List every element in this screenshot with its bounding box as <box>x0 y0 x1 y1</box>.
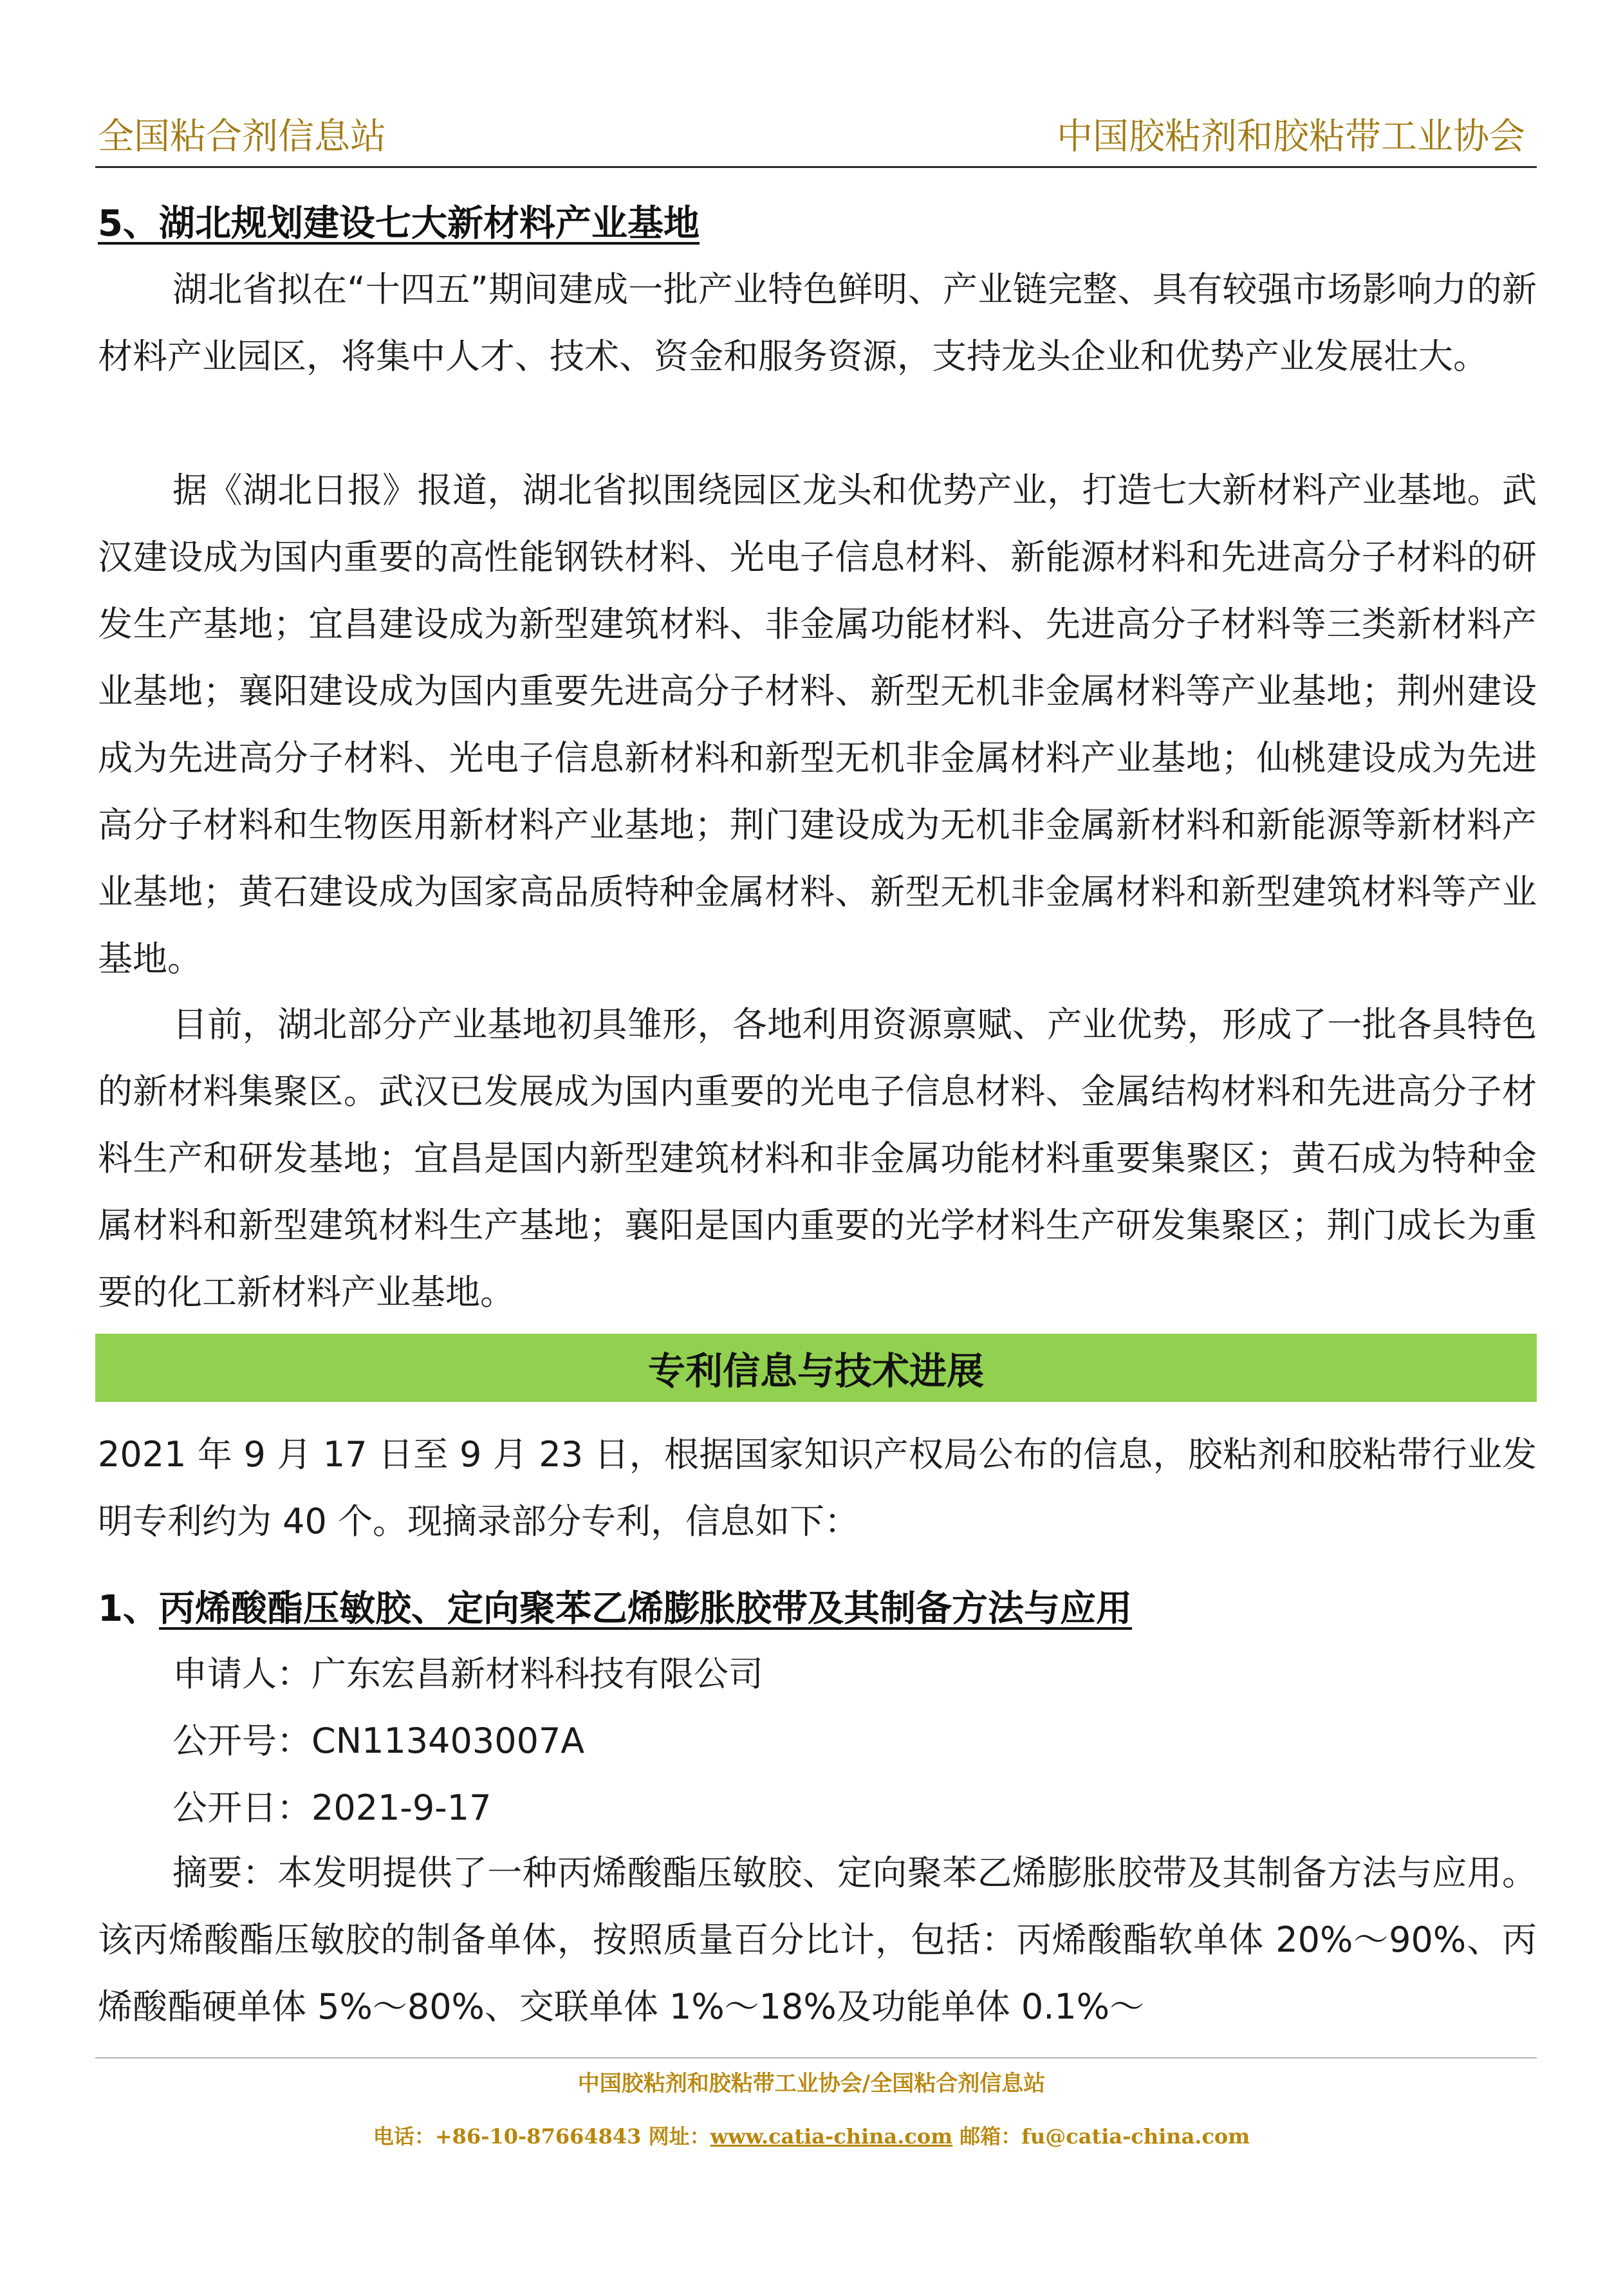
header-site-name: 全国粘合剂信息站 <box>98 116 386 158</box>
footer-organizations: 中国胶粘剂和胶粘带工业协会/全国粘合剂信息站 <box>577 2071 1046 2096</box>
patent-1-abstract: 摘要：本发明提供了一种丙烯酸酯压敏胶、定向聚苯乙烯膨胀胶带及其制备方法与应用。该丙烯酸酯压敏胶的制备单体，按照质量百分比计，包括：丙烯酸酯软单体 20%～90%、丙烯酸酯硬单体 5%～80%、交联单体 1%～18%及功能单体 0.1%～ <box>98 1853 1537 2027</box>
header-divider <box>95 166 1537 168</box>
header-association-name: 中国胶粘剂和胶粘带工业协会 <box>1057 116 1525 158</box>
section-5-paragraph-3: 目前，湖北部分产业基地初具雏形，各地利用资源禀赋、产业优势，形成了一批各具特色的新材料集聚区。武汉已发展成为国内重要的光电子信息材料、金属结构材料和先进高分子材料生产和研发基地；宜昌是国内新型建筑材料和非金属功能材料重要集聚区；黄石成为特种金属材料和新型建筑材料生产基地；襄阳是国内重要的光学材料生产研发集聚区；荆门成长为重要的化工新材料产业基地。 <box>98 1004 1537 1312</box>
footer-contact <box>0 2120 1623 2152</box>
footer-email: 邮箱：fu@catia-china.com <box>952 2124 1250 2149</box>
patent-1-publication-number: 公开号：CN113403007A <box>172 1721 585 1761</box>
patent-1-applicant: 申请人：广东宏昌新材料科技有限公司 <box>172 1654 763 1694</box>
section-5-paragraph-1: 湖北省拟在“十四五”期间建成一批产业特色鲜明、产业链完整、具有较强市场影响力的新材料产业园区，将集中人才、技术、资金和服务资源，支持龙头企业和优势产业发展壮大。 <box>98 269 1537 377</box>
footer-phone: 电话：+86-10-87664843 网址： <box>373 2124 710 2149</box>
patent-intro-paragraph: 2021 年 9 月 17 日至 9 月 23 日，根据国家知识产权局公布的信息，胶粘剂和胶粘带行业发明专利约为 40 个。现摘录部分专利，信息如下： <box>98 1434 1537 1542</box>
section-5-heading: 5、湖北规划建设七大新材料产业基地 <box>98 203 700 245</box>
patent-1-publication-date: 公开日：2021-9-17 <box>172 1787 492 1828</box>
patent-1-heading <box>98 1583 1132 1635</box>
patent-section-banner <box>95 1334 1537 1402</box>
footer-divider <box>95 2057 1537 2058</box>
section-5-paragraph-2: 据《湖北日报》报道，湖北省拟围绕园区龙头和优势产业，打造七大新材料产业基地。武汉建设成为国内重要的高性能钢铁材料、光电子信息材料、新能源材料和先进高分子材料的研发生产基地；宜昌建设成为新型建筑材料、非金属功能材料、先进高分子材料等三类新材料产业基地；襄阳建设成为国内重要先进高分子材料、新型无机非金属材料等产业基地；荆州建设成为先进高分子材料、光电子信息新材料和新型无机非金属材料产业基地；仙桃建设成为先进高分子材料和生物医用新材料产业基地；荆门建设成为无机非金属新材料和新能源等新材料产业基地；黄石建设成为国家高品质特种金属材料、新型无机非金属材料和新型建筑材料等产业基地。 <box>98 470 1537 979</box>
patent-1-number: 1、 <box>98 1588 159 1630</box>
banner-title: 专利信息与技术进展 <box>647 1349 984 1393</box>
patent-1-title: 丙烯酸酯压敏胶、定向聚苯乙烯膨胀胶带及其制备方法与应用 <box>158 1588 1132 1630</box>
footer-website-link[interactable]: www.catia-china.com <box>710 2124 953 2149</box>
